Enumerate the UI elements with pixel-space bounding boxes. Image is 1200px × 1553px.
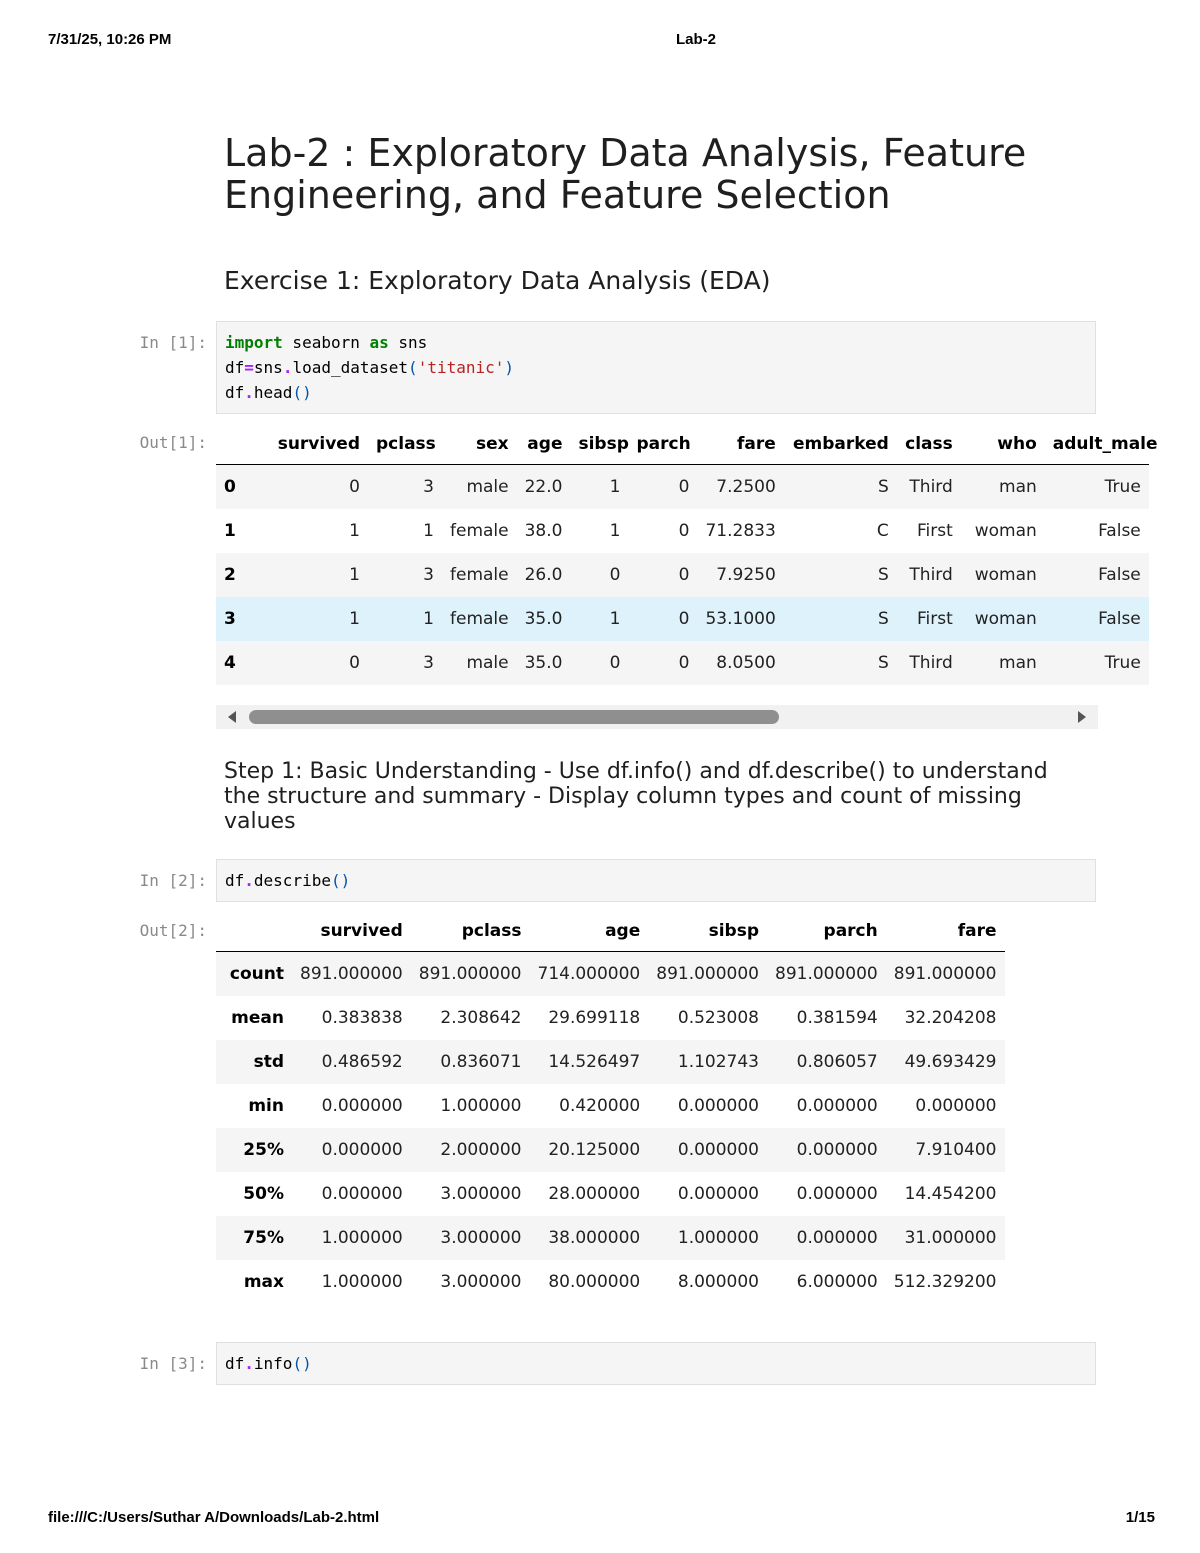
table-cell: 7.9250: [716, 564, 776, 585]
in-prompt-2: In [2]:: [139, 871, 207, 890]
table-cell: 1.102743: [677, 1051, 759, 1072]
code-token: .: [244, 871, 254, 890]
row-index: 4: [224, 652, 236, 673]
table-cell: 1: [423, 520, 434, 541]
table-cell: 28.000000: [548, 1183, 641, 1204]
column-header: age: [530, 911, 649, 952]
code-token: .: [244, 1354, 254, 1373]
row-index: 3: [224, 608, 236, 629]
table-cell: 0.836071: [440, 1051, 522, 1072]
column-header: fare: [697, 424, 783, 465]
table-cell: 891.000000: [656, 963, 759, 984]
table-cell: 0.523008: [677, 1007, 759, 1028]
code-token: df: [225, 1354, 245, 1373]
table-cell: 0.000000: [321, 1183, 403, 1204]
table-cell: 7.2500: [716, 476, 776, 497]
code-token: df: [225, 383, 245, 402]
column-header: pclass: [368, 424, 442, 465]
exercise-heading: Exercise 1: Exploratory Data Analysis (EDA): [224, 266, 771, 295]
row-index: 1: [224, 520, 236, 541]
table-cell: 20.125000: [548, 1139, 641, 1160]
table-cell: 1: [349, 564, 360, 585]
table-cell: False: [1098, 608, 1141, 629]
table-row: [216, 1260, 1005, 1304]
table-cell: 49.693429: [904, 1051, 997, 1072]
row-index: 0: [224, 476, 236, 497]
table-cell: 80.000000: [548, 1271, 641, 1292]
table-cell: 1: [609, 476, 621, 497]
table-cell: 31.000000: [904, 1227, 997, 1248]
row-index: count: [229, 963, 284, 984]
scroll-left-icon[interactable]: [228, 711, 236, 723]
table-cell: 891.000000: [300, 963, 403, 984]
table-cell: male: [466, 476, 509, 497]
column-header: fare: [886, 911, 1005, 952]
column-header: parch: [767, 911, 886, 952]
row-index: 50%: [243, 1183, 284, 1204]
code-token: as: [369, 333, 389, 352]
table-cell: 0.000000: [796, 1227, 878, 1248]
code-token: load_dataset: [292, 358, 409, 377]
scrollbar-thumb[interactable]: [249, 710, 779, 724]
horizontal-scrollbar[interactable]: [216, 705, 1098, 729]
column-header: [216, 911, 292, 952]
table-cell: 1.000000: [321, 1227, 403, 1248]
column-header: age: [517, 424, 571, 465]
table-cell: 1.000000: [440, 1095, 522, 1116]
table-cell: True: [1104, 652, 1141, 673]
table-cell: 2.000000: [440, 1139, 522, 1160]
code-token: (): [292, 383, 312, 402]
table-cell: 1: [349, 608, 360, 629]
table-cell: True: [1104, 476, 1141, 497]
table-cell: 32.204208: [904, 1007, 997, 1028]
column-header: parch: [628, 424, 697, 465]
print-page-title: Lab-2: [676, 31, 717, 48]
table-cell: Third: [909, 476, 953, 497]
table-cell: female: [450, 520, 509, 541]
table-cell: 0: [609, 652, 621, 673]
table-cell: 714.000000: [537, 963, 641, 984]
table-cell: 8.0500: [716, 652, 776, 673]
table-cell: S: [877, 476, 889, 497]
table-cell: man: [999, 652, 1037, 673]
code-token: =: [244, 358, 254, 377]
code-token: info: [253, 1354, 293, 1373]
code-cell-1[interactable]: [216, 321, 1096, 414]
table-cell: 38.0: [524, 520, 563, 541]
table-cell: woman: [974, 520, 1037, 541]
code-token: import: [225, 333, 283, 352]
table-cell: 3: [423, 652, 434, 673]
row-index: std: [253, 1051, 284, 1072]
head-dataframe: [216, 424, 1158, 685]
table-cell: 71.2833: [705, 520, 776, 541]
table-cell: female: [450, 608, 509, 629]
row-index: 75%: [243, 1227, 284, 1248]
row-index: mean: [231, 1007, 284, 1028]
step-heading: Step 1: Basic Understanding - Use df.info() and df.describe() to understand the structure and summary - Display column types and count of missing values: [224, 759, 1048, 834]
table-cell: 891.000000: [418, 963, 522, 984]
table-cell: 0.383838: [321, 1007, 403, 1028]
table-cell: 0.000000: [321, 1139, 403, 1160]
column-header: sibsp: [648, 911, 767, 952]
row-index: min: [248, 1095, 284, 1116]
table-cell: 0.000000: [915, 1095, 997, 1116]
table-cell: 0: [678, 476, 690, 497]
row-index: max: [243, 1271, 284, 1292]
row-index: 25%: [243, 1139, 284, 1160]
table-cell: male: [466, 652, 509, 673]
code-cell-3[interactable]: [216, 1342, 1096, 1385]
table-cell: 891.000000: [893, 963, 997, 984]
head-output: [216, 424, 1158, 706]
code-token: head: [253, 383, 293, 402]
table-cell: 0: [678, 520, 690, 541]
table-cell: 0.000000: [796, 1183, 878, 1204]
table-cell: woman: [974, 608, 1037, 629]
table-cell: 1: [423, 608, 434, 629]
table-cell: 35.0: [524, 608, 563, 629]
table-cell: 3: [423, 476, 434, 497]
table-cell: female: [450, 564, 509, 585]
out-prompt-2: Out[2]:: [139, 921, 207, 940]
column-header: adult_male: [1045, 424, 1149, 465]
table-cell: 1: [609, 608, 621, 629]
code-token: df: [225, 871, 245, 890]
table-cell: 14.526497: [548, 1051, 641, 1072]
table-cell: S: [877, 608, 889, 629]
table-cell: 0.806057: [796, 1051, 878, 1072]
table-cell: 1.000000: [677, 1227, 759, 1248]
notebook-title: Lab-2 : Exploratory Data Analysis, Feature Engineering, and Feature Selection: [224, 131, 1027, 217]
table-cell: man: [999, 476, 1037, 497]
table-cell: 38.000000: [548, 1227, 641, 1248]
table-cell: 26.0: [524, 564, 563, 585]
code-token: .: [244, 383, 254, 402]
table-cell: 0.000000: [796, 1095, 878, 1116]
table-cell: First: [917, 520, 953, 541]
column-header: survived: [292, 911, 411, 952]
column-header: sibsp: [570, 424, 628, 465]
table-cell: False: [1098, 520, 1141, 541]
table-cell: S: [877, 564, 889, 585]
table-cell: 3: [423, 564, 434, 585]
code-token: (: [408, 358, 418, 377]
table-cell: woman: [974, 564, 1037, 585]
table-header-row: [216, 424, 1149, 465]
code-token: (): [330, 871, 351, 890]
table-cell: 3.000000: [440, 1183, 522, 1204]
table-cell: 22.0: [524, 476, 563, 497]
table-row: [216, 1128, 1005, 1172]
column-header: class: [897, 424, 961, 465]
table-cell: 1: [349, 520, 360, 541]
table-cell: 6.000000: [796, 1271, 878, 1292]
column-header: who: [961, 424, 1045, 465]
table-cell: 29.699118: [548, 1007, 641, 1028]
code-token: df: [225, 358, 245, 377]
table-cell: First: [917, 608, 953, 629]
table-cell: 0: [678, 608, 690, 629]
table-cell: 1: [609, 520, 621, 541]
table-cell: 512.329200: [893, 1271, 997, 1292]
table-cell: 0: [678, 652, 690, 673]
table-row: [216, 641, 1149, 685]
table-cell: 0.420000: [559, 1095, 641, 1116]
column-header: embarked: [784, 424, 897, 465]
table-cell: C: [876, 520, 889, 541]
table-cell: 2.308642: [440, 1007, 522, 1028]
table-cell: 53.1000: [705, 608, 776, 629]
column-header: survived: [252, 424, 368, 465]
table-cell: 0: [349, 476, 360, 497]
code-token: .: [282, 358, 293, 377]
table-row: [216, 1040, 1005, 1084]
table-row: [216, 465, 1149, 509]
out-prompt-1: Out[1]:: [139, 433, 207, 452]
table-row: [216, 1172, 1005, 1216]
table-row: [216, 597, 1149, 641]
print-datetime: 7/31/25, 10:26 PM: [48, 31, 172, 48]
table-cell: 3.000000: [440, 1227, 522, 1248]
in-prompt-1: In [1]:: [139, 333, 207, 352]
print-file-path: file:///C:/Users/Suthar A/Downloads/Lab-2.html: [48, 1509, 380, 1526]
table-header-row: [216, 911, 1005, 952]
column-header: pclass: [411, 911, 530, 952]
table-cell: 3.000000: [440, 1271, 522, 1292]
table-row: [216, 996, 1005, 1040]
row-index: 2: [224, 564, 236, 585]
code-token: 'titanic': [417, 358, 505, 377]
code-token: sns: [253, 358, 283, 377]
table-cell: 891.000000: [775, 963, 878, 984]
table-cell: 0.000000: [677, 1183, 759, 1204]
table-cell: 0.486592: [321, 1051, 403, 1072]
table-cell: 8.000000: [677, 1271, 759, 1292]
table-cell: 0.000000: [796, 1139, 878, 1160]
code-token: ): [504, 358, 515, 377]
table-row: [216, 1216, 1005, 1260]
table-cell: 1.000000: [321, 1271, 403, 1292]
print-page-number: 1/15: [1125, 1509, 1155, 1526]
in-prompt-3: In [3]:: [139, 1354, 207, 1373]
code-token: seaborn: [282, 333, 370, 352]
table-cell: 0: [349, 652, 360, 673]
table-cell: 35.0: [524, 652, 563, 673]
table-cell: Third: [909, 564, 953, 585]
code-token: sns: [388, 333, 428, 352]
describe-dataframe: [216, 911, 1005, 1304]
code-cell-2[interactable]: [216, 859, 1096, 902]
code-token: describe: [253, 871, 331, 890]
table-cell: 0.000000: [321, 1095, 403, 1116]
table-cell: 14.454200: [904, 1183, 997, 1204]
column-header: [216, 424, 252, 465]
table-cell: 0: [609, 564, 621, 585]
table-row: [216, 1084, 1005, 1128]
table-cell: S: [877, 652, 889, 673]
table-cell: 0.000000: [677, 1095, 759, 1116]
code-token: (): [292, 1354, 312, 1373]
table-cell: False: [1098, 564, 1141, 585]
table-row: [216, 553, 1149, 597]
table-cell: 0: [678, 564, 690, 585]
table-row: [216, 509, 1149, 553]
table-cell: 7.910400: [915, 1139, 997, 1160]
table-cell: 0.381594: [796, 1007, 878, 1028]
table-row: [216, 952, 1005, 996]
scroll-right-icon[interactable]: [1078, 711, 1086, 723]
table-cell: 0.000000: [677, 1139, 759, 1160]
table-cell: Third: [909, 652, 953, 673]
column-header: sex: [442, 424, 517, 465]
